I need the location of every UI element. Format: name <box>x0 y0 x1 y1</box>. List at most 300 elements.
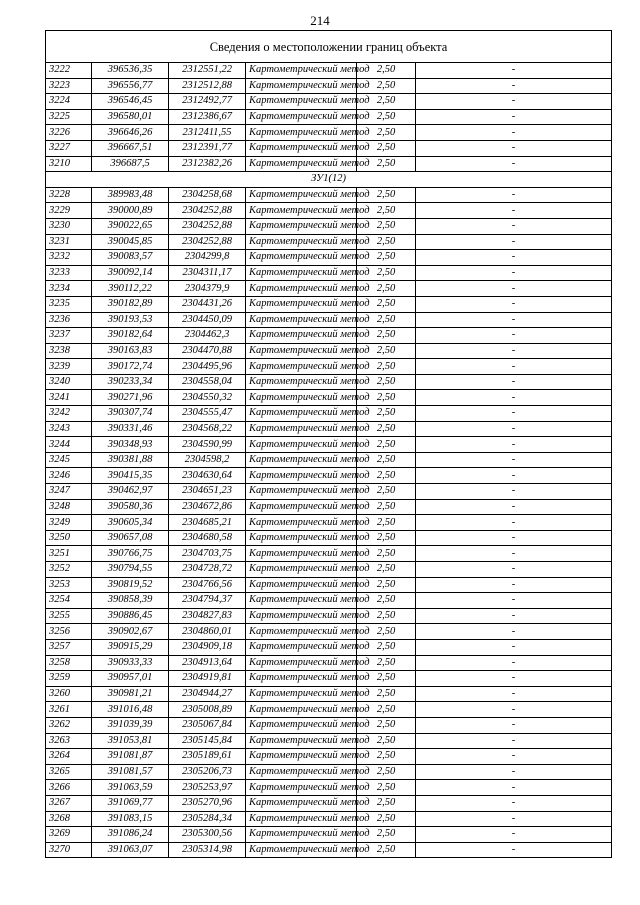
boundary-coordinates-table <box>45 30 612 858</box>
description-cell: - <box>416 577 612 593</box>
method-cell: Картометрический метод <box>246 312 357 328</box>
y-coordinate-cell: 2312551,22 <box>169 63 246 79</box>
accuracy-cell: 2,50 <box>357 842 416 858</box>
table-row <box>46 452 612 468</box>
method-cell: Картометрический метод <box>246 842 357 858</box>
table-row <box>46 250 612 266</box>
y-coordinate-cell: 2304252,88 <box>169 234 246 250</box>
y-coordinate-cell: 2304590,99 <box>169 437 246 453</box>
table-row <box>46 639 612 655</box>
x-coordinate-cell: 390331,46 <box>92 421 169 437</box>
table-row <box>46 546 612 562</box>
accuracy-cell: 2,50 <box>357 421 416 437</box>
point-number-cell: 3229 <box>46 203 92 219</box>
point-number-cell: 3260 <box>46 686 92 702</box>
accuracy-cell: 2,50 <box>357 140 416 156</box>
table-row <box>46 359 612 375</box>
table-body <box>46 31 612 858</box>
point-number-cell: 3244 <box>46 437 92 453</box>
point-number-cell: 3231 <box>46 234 92 250</box>
x-coordinate-cell: 390957,01 <box>92 671 169 687</box>
description-cell: - <box>416 203 612 219</box>
page-number: 214 <box>310 13 330 28</box>
description-cell: - <box>416 671 612 687</box>
point-number-cell: 3259 <box>46 671 92 687</box>
x-coordinate-cell: 391063,07 <box>92 842 169 858</box>
description-cell: - <box>416 499 612 515</box>
accuracy-cell: 2,50 <box>357 109 416 125</box>
y-coordinate-cell: 2312512,88 <box>169 78 246 94</box>
table-row <box>46 515 612 531</box>
y-coordinate-cell: 2312386,67 <box>169 109 246 125</box>
description-cell: - <box>416 608 612 624</box>
point-number-cell: 3264 <box>46 749 92 765</box>
x-coordinate-cell: 390182,89 <box>92 296 169 312</box>
x-coordinate-cell: 391081,87 <box>92 749 169 765</box>
table-row <box>46 390 612 406</box>
point-number-cell: 3228 <box>46 187 92 203</box>
table-row <box>46 234 612 250</box>
description-cell: - <box>416 717 612 733</box>
table-row <box>46 203 612 219</box>
table-row <box>46 530 612 546</box>
description-cell: - <box>416 702 612 718</box>
accuracy-cell: 2,50 <box>357 686 416 702</box>
table-row <box>46 795 612 811</box>
point-number-cell: 3236 <box>46 312 92 328</box>
method-cell: Картометрический метод <box>246 109 357 125</box>
method-cell: Картометрический метод <box>246 686 357 702</box>
table-row <box>46 296 612 312</box>
description-cell: - <box>416 343 612 359</box>
y-coordinate-cell: 2305253,97 <box>169 780 246 796</box>
x-coordinate-cell: 391039,39 <box>92 717 169 733</box>
y-coordinate-cell: 2305284,34 <box>169 811 246 827</box>
accuracy-cell: 2,50 <box>357 78 416 94</box>
y-coordinate-cell: 2305314,98 <box>169 842 246 858</box>
point-number-cell: 3270 <box>46 842 92 858</box>
description-cell: - <box>416 296 612 312</box>
x-coordinate-cell: 390022,65 <box>92 218 169 234</box>
accuracy-cell: 2,50 <box>357 250 416 266</box>
table-row <box>46 437 612 453</box>
point-number-cell: 3251 <box>46 546 92 562</box>
method-cell: Картометрический метод <box>246 218 357 234</box>
method-cell: Картометрический метод <box>246 156 357 172</box>
y-coordinate-cell: 2305145,84 <box>169 733 246 749</box>
point-number-cell: 3239 <box>46 359 92 375</box>
description-cell: - <box>416 515 612 531</box>
method-cell: Картометрический метод <box>246 577 357 593</box>
table-row <box>46 328 612 344</box>
description-cell: - <box>416 187 612 203</box>
accuracy-cell: 2,50 <box>357 733 416 749</box>
description-cell: - <box>416 764 612 780</box>
table-row <box>46 421 612 437</box>
x-coordinate-cell: 390819,52 <box>92 577 169 593</box>
y-coordinate-cell: 2304431,26 <box>169 296 246 312</box>
description-cell: - <box>416 530 612 546</box>
point-number-cell: 3258 <box>46 655 92 671</box>
point-number-cell: 3262 <box>46 717 92 733</box>
y-coordinate-cell: 2304299,8 <box>169 250 246 266</box>
x-coordinate-cell: 390193,53 <box>92 312 169 328</box>
table-row <box>46 156 612 172</box>
accuracy-cell: 2,50 <box>357 795 416 811</box>
table-row <box>46 94 612 110</box>
x-coordinate-cell: 391063,59 <box>92 780 169 796</box>
accuracy-cell: 2,50 <box>357 265 416 281</box>
accuracy-cell: 2,50 <box>357 577 416 593</box>
accuracy-cell: 2,50 <box>357 811 416 827</box>
method-cell: Картометрический метод <box>246 562 357 578</box>
description-cell: - <box>416 795 612 811</box>
description-cell: - <box>416 140 612 156</box>
y-coordinate-cell: 2312382,26 <box>169 156 246 172</box>
table-title: Сведения о местоположении границ объекта <box>46 31 612 63</box>
x-coordinate-cell: 390415,35 <box>92 468 169 484</box>
x-coordinate-cell: 390886,45 <box>92 608 169 624</box>
point-number-cell: 3263 <box>46 733 92 749</box>
x-coordinate-cell: 390902,67 <box>92 624 169 640</box>
accuracy-cell: 2,50 <box>357 655 416 671</box>
method-cell: Картометрический метод <box>246 593 357 609</box>
point-number-cell: 3250 <box>46 530 92 546</box>
description-cell: - <box>416 562 612 578</box>
method-cell: Картометрический метод <box>246 795 357 811</box>
point-number-cell: 3256 <box>46 624 92 640</box>
description-cell: - <box>416 406 612 422</box>
table-row <box>46 577 612 593</box>
method-cell: Картометрический метод <box>246 125 357 141</box>
table-row <box>46 406 612 422</box>
y-coordinate-cell: 2304913,64 <box>169 655 246 671</box>
accuracy-cell: 2,50 <box>357 187 416 203</box>
accuracy-cell: 2,50 <box>357 406 416 422</box>
y-coordinate-cell: 2304550,32 <box>169 390 246 406</box>
description-cell: - <box>416 421 612 437</box>
description-cell: - <box>416 218 612 234</box>
y-coordinate-cell: 2305300,56 <box>169 827 246 843</box>
y-coordinate-cell: 2312492,77 <box>169 94 246 110</box>
method-cell: Картометрический метод <box>246 639 357 655</box>
method-cell: Картометрический метод <box>246 140 357 156</box>
accuracy-cell: 2,50 <box>357 546 416 562</box>
method-cell: Картометрический метод <box>246 546 357 562</box>
point-number-cell: 3267 <box>46 795 92 811</box>
point-number-cell: 3232 <box>46 250 92 266</box>
x-coordinate-cell: 396580,01 <box>92 109 169 125</box>
table-row <box>46 780 612 796</box>
accuracy-cell: 2,50 <box>357 374 416 390</box>
point-number-cell: 3252 <box>46 562 92 578</box>
point-number-cell: 3261 <box>46 702 92 718</box>
method-cell: Картометрический метод <box>246 203 357 219</box>
table-row <box>46 827 612 843</box>
x-coordinate-cell: 396687,5 <box>92 156 169 172</box>
table-row <box>46 468 612 484</box>
y-coordinate-cell: 2304860,01 <box>169 624 246 640</box>
description-cell: - <box>416 655 612 671</box>
y-coordinate-cell: 2304252,88 <box>169 203 246 219</box>
point-number-cell: 3237 <box>46 328 92 344</box>
y-coordinate-cell: 2312391,77 <box>169 140 246 156</box>
accuracy-cell: 2,50 <box>357 671 416 687</box>
x-coordinate-cell: 390112,22 <box>92 281 169 297</box>
accuracy-cell: 2,50 <box>357 562 416 578</box>
x-coordinate-cell: 390933,33 <box>92 655 169 671</box>
method-cell: Картометрический метод <box>246 749 357 765</box>
table-row <box>46 686 612 702</box>
y-coordinate-cell: 2304252,88 <box>169 218 246 234</box>
x-coordinate-cell: 390163,83 <box>92 343 169 359</box>
method-cell: Картометрический метод <box>246 437 357 453</box>
description-cell: - <box>416 639 612 655</box>
point-number-cell: 3257 <box>46 639 92 655</box>
description-cell: - <box>416 359 612 375</box>
point-number-cell: 3265 <box>46 764 92 780</box>
accuracy-cell: 2,50 <box>357 593 416 609</box>
y-coordinate-cell: 2305270,96 <box>169 795 246 811</box>
method-cell: Картометрический метод <box>246 468 357 484</box>
y-coordinate-cell: 2304685,21 <box>169 515 246 531</box>
point-number-cell: 3246 <box>46 468 92 484</box>
accuracy-cell: 2,50 <box>357 764 416 780</box>
table-row <box>46 608 612 624</box>
method-cell: Картометрический метод <box>246 608 357 624</box>
y-coordinate-cell: 2304680,58 <box>169 530 246 546</box>
y-coordinate-cell: 2305206,73 <box>169 764 246 780</box>
method-cell: Картометрический метод <box>246 343 357 359</box>
method-cell: Картометрический метод <box>246 624 357 640</box>
description-cell: - <box>416 312 612 328</box>
y-coordinate-cell: 2304558,04 <box>169 374 246 390</box>
table-row <box>46 484 612 500</box>
y-coordinate-cell: 2304794,37 <box>169 593 246 609</box>
y-coordinate-cell: 2304728,72 <box>169 562 246 578</box>
table-row <box>46 343 612 359</box>
y-coordinate-cell: 2304311,17 <box>169 265 246 281</box>
table-title-row <box>46 31 612 63</box>
table-row <box>46 374 612 390</box>
y-coordinate-cell: 2305008,89 <box>169 702 246 718</box>
x-coordinate-cell: 396556,77 <box>92 78 169 94</box>
point-number-cell: 3240 <box>46 374 92 390</box>
accuracy-cell: 2,50 <box>357 218 416 234</box>
accuracy-cell: 2,50 <box>357 749 416 765</box>
point-number-cell: 3248 <box>46 499 92 515</box>
table-row <box>46 78 612 94</box>
y-coordinate-cell: 2304919,81 <box>169 671 246 687</box>
y-coordinate-cell: 2304568,22 <box>169 421 246 437</box>
x-coordinate-cell: 390858,39 <box>92 593 169 609</box>
accuracy-cell: 2,50 <box>357 530 416 546</box>
x-coordinate-cell: 396667,51 <box>92 140 169 156</box>
table-row <box>46 140 612 156</box>
x-coordinate-cell: 390605,34 <box>92 515 169 531</box>
accuracy-cell: 2,50 <box>357 63 416 79</box>
y-coordinate-cell: 2304703,75 <box>169 546 246 562</box>
y-coordinate-cell: 2304450,09 <box>169 312 246 328</box>
description-cell: - <box>416 749 612 765</box>
description-cell: - <box>416 484 612 500</box>
table-row <box>46 749 612 765</box>
point-number-cell: 3245 <box>46 452 92 468</box>
method-cell: Картометрический метод <box>246 764 357 780</box>
y-coordinate-cell: 2304258,68 <box>169 187 246 203</box>
description-cell: - <box>416 63 612 79</box>
point-number-cell: 3224 <box>46 94 92 110</box>
x-coordinate-cell: 390657,08 <box>92 530 169 546</box>
point-number-cell: 3230 <box>46 218 92 234</box>
method-cell: Картометрический метод <box>246 530 357 546</box>
point-number-cell: 3210 <box>46 156 92 172</box>
point-number-cell: 3249 <box>46 515 92 531</box>
accuracy-cell: 2,50 <box>357 827 416 843</box>
description-cell: - <box>416 234 612 250</box>
table-row <box>46 593 612 609</box>
point-number-cell: 3225 <box>46 109 92 125</box>
accuracy-cell: 2,50 <box>357 281 416 297</box>
y-coordinate-cell: 2304672,86 <box>169 499 246 515</box>
accuracy-cell: 2,50 <box>357 328 416 344</box>
method-cell: Картометрический метод <box>246 733 357 749</box>
method-cell: Картометрический метод <box>246 390 357 406</box>
accuracy-cell: 2,50 <box>357 125 416 141</box>
point-number-cell: 3223 <box>46 78 92 94</box>
accuracy-cell: 2,50 <box>357 359 416 375</box>
x-coordinate-cell: 390580,36 <box>92 499 169 515</box>
method-cell: Картометрический метод <box>246 234 357 250</box>
accuracy-cell: 2,50 <box>357 452 416 468</box>
description-cell: - <box>416 265 612 281</box>
description-cell: - <box>416 733 612 749</box>
method-cell: Картометрический метод <box>246 63 357 79</box>
x-coordinate-cell: 390348,93 <box>92 437 169 453</box>
description-cell: - <box>416 94 612 110</box>
table-row <box>46 671 612 687</box>
x-coordinate-cell: 389983,48 <box>92 187 169 203</box>
x-coordinate-cell: 390462,97 <box>92 484 169 500</box>
description-cell: - <box>416 374 612 390</box>
table-row <box>46 733 612 749</box>
description-cell: - <box>416 281 612 297</box>
accuracy-cell: 2,50 <box>357 203 416 219</box>
description-cell: - <box>416 842 612 858</box>
description-cell: - <box>416 109 612 125</box>
accuracy-cell: 2,50 <box>357 437 416 453</box>
x-coordinate-cell: 390172,74 <box>92 359 169 375</box>
accuracy-cell: 2,50 <box>357 515 416 531</box>
y-coordinate-cell: 2304651,23 <box>169 484 246 500</box>
point-number-cell: 3255 <box>46 608 92 624</box>
accuracy-cell: 2,50 <box>357 312 416 328</box>
accuracy-cell: 2,50 <box>357 343 416 359</box>
x-coordinate-cell: 390083,57 <box>92 250 169 266</box>
x-coordinate-cell: 396546,45 <box>92 94 169 110</box>
x-coordinate-cell: 390045,85 <box>92 234 169 250</box>
point-number-cell: 3242 <box>46 406 92 422</box>
point-number-cell: 3235 <box>46 296 92 312</box>
point-number-cell: 3269 <box>46 827 92 843</box>
y-coordinate-cell: 2304598,2 <box>169 452 246 468</box>
point-number-cell: 3227 <box>46 140 92 156</box>
y-coordinate-cell: 2304909,18 <box>169 639 246 655</box>
y-coordinate-cell: 2304944,27 <box>169 686 246 702</box>
x-coordinate-cell: 390794,55 <box>92 562 169 578</box>
y-coordinate-cell: 2304470,88 <box>169 343 246 359</box>
point-number-cell: 3226 <box>46 125 92 141</box>
point-number-cell: 3254 <box>46 593 92 609</box>
method-cell: Картометрический метод <box>246 250 357 266</box>
y-coordinate-cell: 2304495,96 <box>169 359 246 375</box>
table-row <box>46 187 612 203</box>
method-cell: Картометрический метод <box>246 811 357 827</box>
x-coordinate-cell: 391083,15 <box>92 811 169 827</box>
point-number-cell: 3266 <box>46 780 92 796</box>
accuracy-cell: 2,50 <box>357 234 416 250</box>
y-coordinate-cell: 2305189,61 <box>169 749 246 765</box>
method-cell: Картометрический метод <box>246 671 357 687</box>
method-cell: Картометрический метод <box>246 78 357 94</box>
accuracy-cell: 2,50 <box>357 468 416 484</box>
description-cell: - <box>416 468 612 484</box>
y-coordinate-cell: 2305067,84 <box>169 717 246 733</box>
accuracy-cell: 2,50 <box>357 702 416 718</box>
x-coordinate-cell: 390915,29 <box>92 639 169 655</box>
table-row <box>46 702 612 718</box>
x-coordinate-cell: 391081,57 <box>92 764 169 780</box>
method-cell: Картометрический метод <box>246 359 357 375</box>
table-row <box>46 312 612 328</box>
x-coordinate-cell: 390381,88 <box>92 452 169 468</box>
x-coordinate-cell: 391086,24 <box>92 827 169 843</box>
point-number-cell: 3241 <box>46 390 92 406</box>
description-cell: - <box>416 437 612 453</box>
x-coordinate-cell: 390182,64 <box>92 328 169 344</box>
accuracy-cell: 2,50 <box>357 608 416 624</box>
description-cell: - <box>416 593 612 609</box>
method-cell: Картометрический метод <box>246 265 357 281</box>
y-coordinate-cell: 2312411,55 <box>169 125 246 141</box>
table-row <box>46 624 612 640</box>
description-cell: - <box>416 780 612 796</box>
table-row <box>46 281 612 297</box>
description-cell: - <box>416 390 612 406</box>
method-cell: Картометрический метод <box>246 717 357 733</box>
method-cell: Картометрический метод <box>246 499 357 515</box>
table-row <box>46 764 612 780</box>
accuracy-cell: 2,50 <box>357 624 416 640</box>
table-row <box>46 265 612 281</box>
table-row <box>46 125 612 141</box>
point-number-cell: 3253 <box>46 577 92 593</box>
table-row <box>46 499 612 515</box>
description-cell: - <box>416 686 612 702</box>
description-cell: - <box>416 156 612 172</box>
method-cell: Картометрический метод <box>246 281 357 297</box>
method-cell: Картометрический метод <box>246 187 357 203</box>
section-label: ЗУ1(12) <box>46 172 612 188</box>
method-cell: Картометрический метод <box>246 328 357 344</box>
table-row <box>46 218 612 234</box>
method-cell: Картометрический метод <box>246 827 357 843</box>
description-cell: - <box>416 452 612 468</box>
x-coordinate-cell: 391069,77 <box>92 795 169 811</box>
table-row <box>46 562 612 578</box>
y-coordinate-cell: 2304379,9 <box>169 281 246 297</box>
method-cell: Картометрический метод <box>246 94 357 110</box>
